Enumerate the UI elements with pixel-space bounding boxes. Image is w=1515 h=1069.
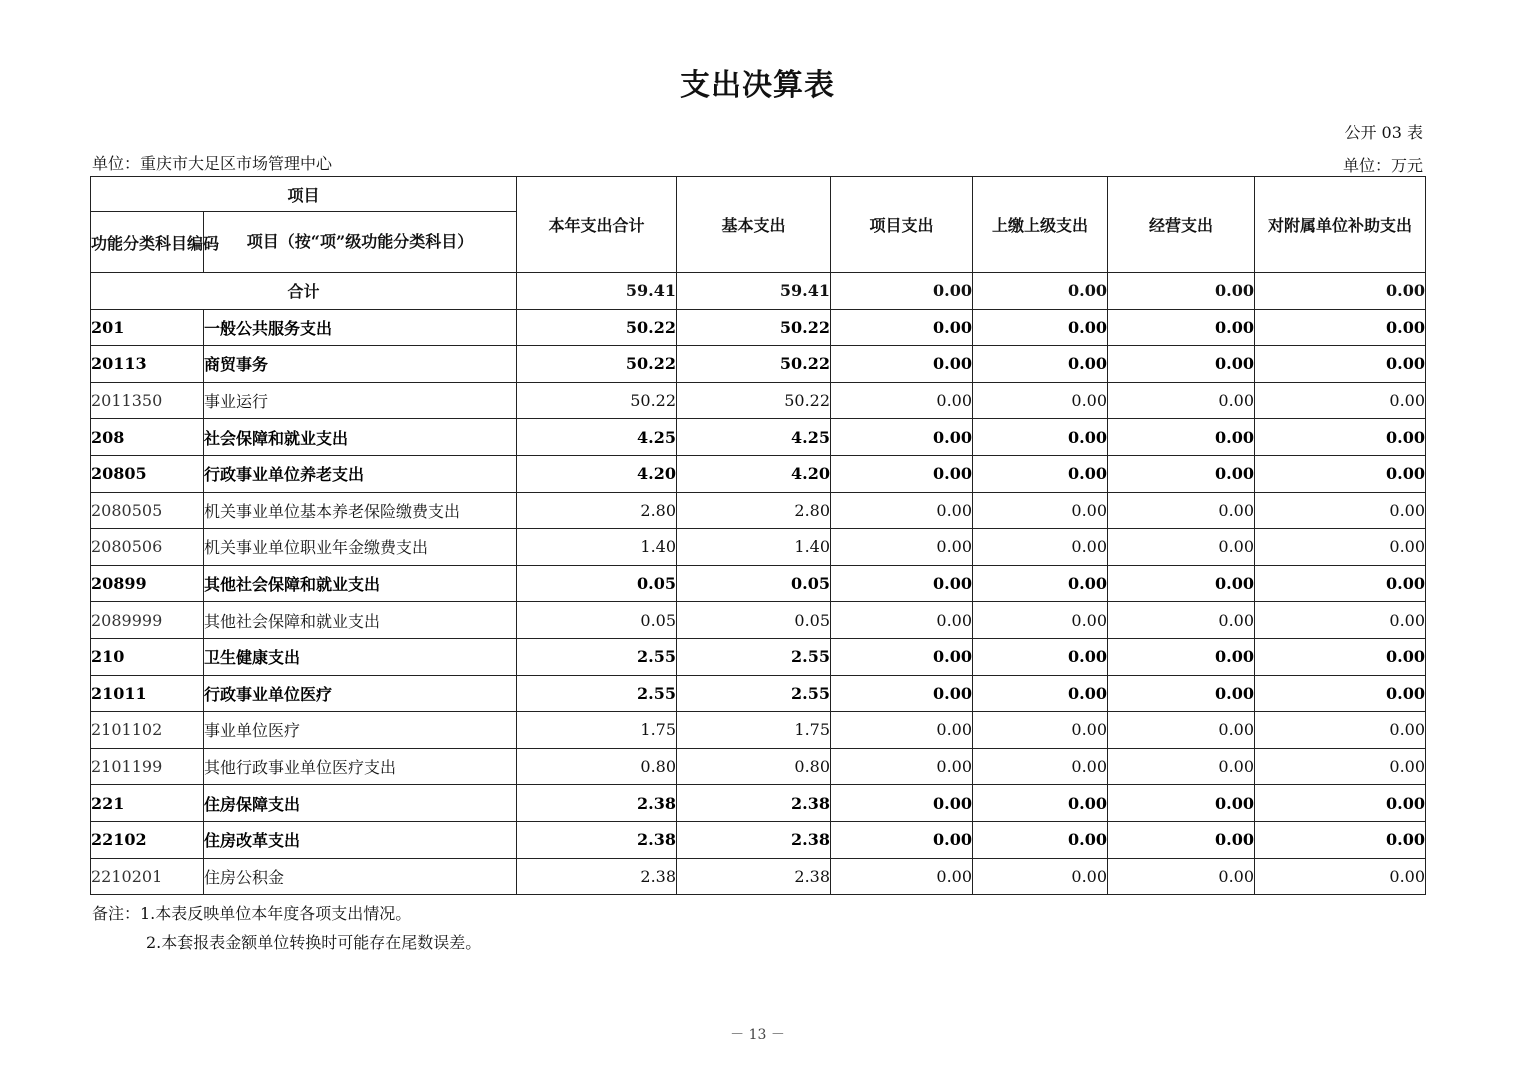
note-line-1: 备注：1.本表反映单位本年度各项支出情况。 — [92, 904, 412, 923]
row-name: 商贸事务 — [204, 346, 517, 383]
row-value: 0.00 — [831, 638, 973, 675]
row-value: 0.00 — [831, 712, 973, 749]
row-value: 0.00 — [1108, 419, 1255, 456]
table-row — [91, 748, 1426, 785]
row-name: 事业运行 — [204, 382, 517, 419]
row-value: 0.00 — [973, 675, 1108, 712]
table-row — [91, 858, 1426, 895]
table-row — [91, 309, 1426, 346]
total-value: 0.00 — [831, 273, 973, 310]
expenditure-table — [90, 176, 1426, 895]
row-name: 行政事业单位养老支出 — [204, 455, 517, 492]
row-value: 1.75 — [517, 712, 677, 749]
row-code: 2101102 — [91, 712, 204, 749]
row-value: 2.55 — [517, 675, 677, 712]
currency-unit: 单位：万元 — [1342, 156, 1423, 175]
total-value: 0.00 — [973, 273, 1108, 310]
row-value: 0.00 — [1255, 346, 1426, 383]
row-code: 2080505 — [91, 492, 204, 529]
header-code: 功能分类科目编码 — [91, 212, 204, 273]
row-code: 20805 — [91, 455, 204, 492]
row-value: 0.00 — [1255, 602, 1426, 639]
row-value: 1.75 — [677, 712, 831, 749]
row-code: 20113 — [91, 346, 204, 383]
total-row — [91, 273, 1426, 310]
row-value: 0.00 — [831, 492, 973, 529]
note-line-2: 2.本套报表金额单位转换时可能存在尾数误差。 — [146, 933, 482, 952]
row-name: 住房改革支出 — [204, 821, 517, 858]
row-code: 221 — [91, 785, 204, 822]
table-row — [91, 638, 1426, 675]
header-name: 项目（按“项”级功能分类科目） — [204, 212, 517, 273]
row-code: 2101199 — [91, 748, 204, 785]
row-name: 行政事业单位医疗 — [204, 675, 517, 712]
row-name: 机关事业单位职业年金缴费支出 — [204, 529, 517, 566]
row-value: 0.00 — [1255, 785, 1426, 822]
row-value: 0.00 — [1255, 455, 1426, 492]
row-name: 事业单位医疗 — [204, 712, 517, 749]
row-value: 0.80 — [517, 748, 677, 785]
row-value: 0.00 — [1108, 529, 1255, 566]
row-value: 1.40 — [517, 529, 677, 566]
row-value: 0.05 — [677, 602, 831, 639]
row-value: 0.00 — [1108, 565, 1255, 602]
row-value: 0.00 — [973, 858, 1108, 895]
row-code: 2080506 — [91, 529, 204, 566]
reporting-unit: 单位：重庆市大足区市场管理中心 — [92, 154, 333, 173]
row-value: 0.00 — [831, 346, 973, 383]
row-value: 2.55 — [677, 638, 831, 675]
row-value: 2.38 — [517, 785, 677, 822]
row-value: 0.00 — [1255, 821, 1426, 858]
row-value: 0.00 — [1108, 675, 1255, 712]
table-row — [91, 346, 1426, 383]
row-value: 0.00 — [1255, 309, 1426, 346]
row-value: 0.00 — [1108, 602, 1255, 639]
row-value: 0.00 — [1108, 712, 1255, 749]
row-value: 0.00 — [973, 565, 1108, 602]
row-value: 4.20 — [677, 455, 831, 492]
row-value: 0.00 — [1255, 529, 1426, 566]
row-code: 21011 — [91, 675, 204, 712]
row-value: 0.00 — [973, 712, 1108, 749]
row-value: 0.00 — [831, 455, 973, 492]
header-upper: 上缴上级支出 — [973, 177, 1108, 273]
table-row — [91, 382, 1426, 419]
row-value: 1.40 — [677, 529, 831, 566]
row-value: 2.38 — [677, 821, 831, 858]
row-value: 0.00 — [1108, 821, 1255, 858]
row-code: 20899 — [91, 565, 204, 602]
row-value: 0.00 — [831, 309, 973, 346]
total-label: 合计 — [91, 273, 517, 310]
row-value: 0.05 — [517, 565, 677, 602]
row-name: 其他社会保障和就业支出 — [204, 602, 517, 639]
total-value: 0.00 — [1108, 273, 1255, 310]
row-value: 0.00 — [1108, 748, 1255, 785]
header-project: 项目支出 — [831, 177, 973, 273]
row-value: 0.00 — [831, 675, 973, 712]
row-value: 0.00 — [1108, 346, 1255, 383]
row-code: 208 — [91, 419, 204, 456]
row-value: 0.00 — [973, 455, 1108, 492]
row-value: 0.00 — [831, 821, 973, 858]
row-value: 0.00 — [831, 382, 973, 419]
table-row — [91, 821, 1426, 858]
row-value: 0.00 — [831, 748, 973, 785]
row-name: 卫生健康支出 — [204, 638, 517, 675]
table-row — [91, 712, 1426, 749]
row-value: 2.80 — [677, 492, 831, 529]
row-name: 住房公积金 — [204, 858, 517, 895]
row-value: 0.00 — [1108, 858, 1255, 895]
row-value: 50.22 — [677, 382, 831, 419]
row-name: 一般公共服务支出 — [204, 309, 517, 346]
form-number: 公开 03 表 — [1344, 123, 1423, 142]
total-value: 59.41 — [677, 273, 831, 310]
row-value: 0.80 — [677, 748, 831, 785]
row-code: 2011350 — [91, 382, 204, 419]
table-row — [91, 492, 1426, 529]
page-number: － 13 － — [730, 1027, 785, 1043]
row-value: 0.00 — [1255, 565, 1426, 602]
table-title: 支出决算表 — [680, 68, 835, 103]
row-code: 210 — [91, 638, 204, 675]
row-value: 0.00 — [973, 748, 1108, 785]
table-row — [91, 529, 1426, 566]
row-value: 4.25 — [517, 419, 677, 456]
header-basic: 基本支出 — [677, 177, 831, 273]
row-value: 0.05 — [517, 602, 677, 639]
row-value: 2.80 — [517, 492, 677, 529]
row-value: 0.00 — [973, 309, 1108, 346]
row-value: 0.00 — [1108, 309, 1255, 346]
row-value: 0.00 — [1255, 675, 1426, 712]
row-value: 0.00 — [831, 419, 973, 456]
row-value: 50.22 — [517, 382, 677, 419]
row-value: 0.00 — [973, 821, 1108, 858]
header-item: 项目 — [91, 177, 517, 212]
row-value: 2.38 — [517, 858, 677, 895]
row-value: 0.00 — [1255, 748, 1426, 785]
row-value: 0.00 — [831, 785, 973, 822]
row-value: 2.38 — [677, 785, 831, 822]
row-value: 0.00 — [831, 529, 973, 566]
row-value: 0.00 — [1255, 492, 1426, 529]
header-subsidy: 对附属单位补助支出 — [1255, 177, 1426, 273]
row-value: 0.05 — [677, 565, 831, 602]
header-business: 经营支出 — [1108, 177, 1255, 273]
row-value: 0.00 — [831, 602, 973, 639]
row-value: 0.00 — [1255, 638, 1426, 675]
row-value: 0.00 — [1108, 492, 1255, 529]
row-value: 0.00 — [973, 492, 1108, 529]
row-name: 其他社会保障和就业支出 — [204, 565, 517, 602]
row-value: 0.00 — [1255, 858, 1426, 895]
row-name: 机关事业单位基本养老保险缴费支出 — [204, 492, 517, 529]
row-value: 0.00 — [973, 529, 1108, 566]
row-value: 0.00 — [1108, 638, 1255, 675]
row-value: 0.00 — [973, 346, 1108, 383]
row-code: 2210201 — [91, 858, 204, 895]
row-code: 2089999 — [91, 602, 204, 639]
row-value: 50.22 — [677, 309, 831, 346]
row-value: 4.25 — [677, 419, 831, 456]
row-value: 2.55 — [517, 638, 677, 675]
total-value: 59.41 — [517, 273, 677, 310]
row-name: 其他行政事业单位医疗支出 — [204, 748, 517, 785]
row-value: 0.00 — [973, 638, 1108, 675]
table-row — [91, 565, 1426, 602]
row-value: 2.55 — [677, 675, 831, 712]
row-value: 0.00 — [1255, 419, 1426, 456]
row-value: 0.00 — [973, 382, 1108, 419]
table-row — [91, 419, 1426, 456]
row-value: 4.20 — [517, 455, 677, 492]
row-value: 0.00 — [973, 419, 1108, 456]
table-row — [91, 675, 1426, 712]
row-value: 0.00 — [973, 602, 1108, 639]
row-value: 0.00 — [1255, 382, 1426, 419]
row-value: 0.00 — [973, 785, 1108, 822]
row-value: 50.22 — [517, 309, 677, 346]
row-value: 0.00 — [1108, 382, 1255, 419]
row-name: 社会保障和就业支出 — [204, 419, 517, 456]
row-name: 住房保障支出 — [204, 785, 517, 822]
row-code: 201 — [91, 309, 204, 346]
table-row — [91, 785, 1426, 822]
table-row — [91, 455, 1426, 492]
row-code: 22102 — [91, 821, 204, 858]
row-value: 0.00 — [1255, 712, 1426, 749]
row-value: 0.00 — [831, 565, 973, 602]
row-value: 2.38 — [677, 858, 831, 895]
row-value: 50.22 — [677, 346, 831, 383]
row-value: 0.00 — [1108, 455, 1255, 492]
header-total: 本年支出合计 — [517, 177, 677, 273]
row-value: 50.22 — [517, 346, 677, 383]
total-value: 0.00 — [1255, 273, 1426, 310]
row-value: 2.38 — [517, 821, 677, 858]
row-value: 0.00 — [831, 858, 973, 895]
table-row — [91, 602, 1426, 639]
row-value: 0.00 — [1108, 785, 1255, 822]
